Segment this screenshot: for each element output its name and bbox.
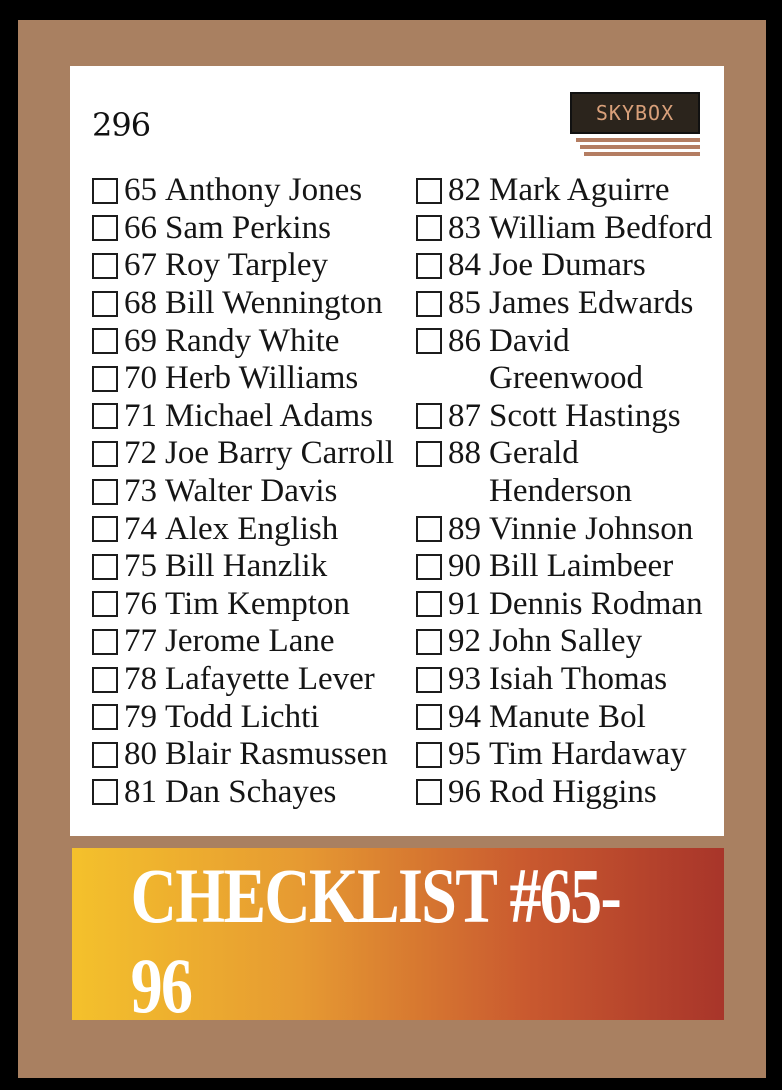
player-name: Michael Adams	[165, 397, 374, 434]
checkbox-icon[interactable]	[92, 704, 118, 730]
checkbox-icon[interactable]	[92, 441, 118, 467]
checkbox-icon[interactable]	[92, 479, 118, 505]
card-num: 92	[448, 623, 481, 660]
player-name: Mark Aguirre	[489, 172, 670, 209]
checkbox-icon[interactable]	[416, 178, 442, 204]
checkbox-icon[interactable]	[92, 291, 118, 317]
player-name: Rod Higgins	[489, 773, 657, 810]
player-name: Sam Perkins	[165, 209, 331, 246]
player-name: Herb Williams	[165, 360, 359, 397]
player-name: Scott Hastings	[489, 397, 681, 434]
player-name: Jerome Lane	[165, 623, 335, 660]
player-name: James Edwards	[489, 285, 694, 322]
player-name: Todd Lichti	[165, 698, 320, 735]
player-name: Dennis Rodman	[489, 585, 703, 622]
checkbox-icon[interactable]	[416, 704, 442, 730]
card-num: 81	[124, 773, 157, 810]
card-num: 85	[448, 285, 481, 322]
card-num: 82	[448, 172, 481, 209]
checklist-item	[92, 548, 394, 586]
checkbox-icon[interactable]	[416, 441, 442, 467]
checklist-item	[92, 210, 394, 248]
checkbox-icon[interactable]	[92, 554, 118, 580]
banner-title: CHECKLIST #65-96	[130, 852, 621, 1029]
card-num: 65	[124, 172, 157, 209]
checklist-item	[416, 435, 712, 473]
logo-text: SKYBOX	[595, 101, 675, 125]
checklist-item	[92, 322, 394, 360]
logo-stripe	[584, 152, 700, 156]
checklist-item	[416, 586, 712, 624]
card-num: 83	[448, 209, 481, 246]
card-num: 91	[448, 585, 481, 622]
card-num: 78	[124, 661, 157, 698]
player-name: Roy Tarpley	[165, 247, 328, 284]
checkbox-icon[interactable]	[92, 742, 118, 768]
checklist-left-column	[92, 172, 394, 811]
checkbox-icon[interactable]	[416, 629, 442, 655]
checkbox-icon[interactable]	[416, 403, 442, 429]
checklist-item-continued	[416, 360, 712, 398]
checklist-item	[416, 510, 712, 548]
checklist-item	[92, 247, 394, 285]
checklist-item	[416, 398, 712, 436]
card-num: 93	[448, 661, 481, 698]
checklist-item	[416, 661, 712, 699]
player-name: Joe Barry Carroll	[165, 435, 395, 472]
card-num: 68	[124, 285, 157, 322]
checkbox-icon[interactable]	[416, 667, 442, 693]
logo-stripe	[580, 145, 700, 149]
checkbox-icon[interactable]	[416, 554, 442, 580]
checkbox-icon[interactable]	[92, 215, 118, 241]
card-num: 71	[124, 397, 157, 434]
checkbox-icon[interactable]	[92, 253, 118, 279]
player-name: Bill Wennington	[165, 285, 383, 322]
player-name: Randy White	[165, 322, 340, 359]
card-num: 67	[124, 247, 157, 284]
checklist-item	[92, 698, 394, 736]
checkbox-icon[interactable]	[416, 215, 442, 241]
checkbox-icon[interactable]	[92, 403, 118, 429]
checklist-item	[92, 661, 394, 699]
card-number: 296	[92, 106, 151, 144]
checklist-item	[92, 435, 394, 473]
card-num: 95	[448, 736, 481, 773]
checklist-item	[416, 172, 712, 210]
player-name-continued: Greenwood	[489, 360, 643, 397]
player-name: Alex English	[165, 510, 339, 547]
player-name: Walter Davis	[165, 473, 338, 510]
player-name: Isiah Thomas	[489, 661, 668, 698]
card-num: 90	[448, 548, 481, 585]
checklist-item	[92, 586, 394, 624]
checkbox-icon[interactable]	[416, 253, 442, 279]
player-name: Dan Schayes	[165, 773, 337, 810]
checklist-item	[92, 398, 394, 436]
player-name: John Salley	[489, 623, 643, 660]
checklist-item-continued	[416, 473, 712, 511]
logo-stripe	[576, 138, 700, 142]
checkbox-icon[interactable]	[92, 328, 118, 354]
player-name: Joe Dumars	[489, 247, 646, 284]
card-num: 87	[448, 397, 481, 434]
checklist-item	[416, 698, 712, 736]
checklist-item	[92, 510, 394, 548]
skybox-logo	[570, 92, 700, 160]
checklist-item	[92, 623, 394, 661]
card-num: 79	[124, 698, 157, 735]
checkbox-icon[interactable]	[416, 779, 442, 805]
card-num: 84	[448, 247, 481, 284]
card-num: 94	[448, 698, 481, 735]
checklist-item	[416, 322, 712, 360]
card-num: 70	[124, 360, 157, 397]
checkbox-icon[interactable]	[416, 591, 442, 617]
player-name: Bill Laimbeer	[489, 548, 674, 585]
player-name: Tim Kempton	[165, 585, 350, 622]
card-num: 76	[124, 585, 157, 622]
card-num: 86	[448, 322, 481, 359]
player-name: Manute Bol	[489, 698, 646, 735]
card-num: 66	[124, 209, 157, 246]
checkbox-icon[interactable]	[416, 291, 442, 317]
checklist-item	[92, 172, 394, 210]
checklist-item	[92, 285, 394, 323]
player-name: Gerald	[489, 435, 579, 472]
card-num: 72	[124, 435, 157, 472]
card-num: 96	[448, 773, 481, 810]
logo-badge	[570, 92, 700, 134]
checkbox-icon[interactable]	[416, 516, 442, 542]
checklist-item	[92, 473, 394, 511]
checklist-item	[416, 548, 712, 586]
card-num: 77	[124, 623, 157, 660]
card-num: 80	[124, 736, 157, 773]
checkbox-icon[interactable]	[92, 366, 118, 392]
player-name: William Bedford	[489, 209, 713, 246]
checklist-item	[416, 736, 712, 774]
checkbox-icon[interactable]	[92, 667, 118, 693]
checkbox-icon[interactable]	[92, 178, 118, 204]
checkbox-icon[interactable]	[92, 779, 118, 805]
checkbox-icon[interactable]	[92, 629, 118, 655]
card-num: 88	[448, 435, 481, 472]
checklist-item	[92, 736, 394, 774]
checkbox-icon[interactable]	[416, 742, 442, 768]
checklist-item	[416, 623, 712, 661]
player-name: Bill Hanzlik	[165, 548, 328, 585]
player-name: Anthony Jones	[165, 172, 363, 209]
player-name: Tim Hardaway	[489, 736, 687, 773]
player-name: Vinnie Johnson	[489, 510, 694, 547]
card-num: 74	[124, 510, 157, 547]
player-name-continued: Henderson	[489, 473, 632, 510]
card-num: 89	[448, 510, 481, 547]
checklist-item	[92, 360, 394, 398]
checklist-right-column	[416, 172, 712, 811]
checklist-item	[416, 210, 712, 248]
card-num: 75	[124, 548, 157, 585]
checkbox-icon[interactable]	[92, 516, 118, 542]
indent-spacer	[416, 366, 442, 392]
title-banner	[72, 848, 724, 1029]
checkbox-icon[interactable]	[416, 328, 442, 354]
checkbox-icon[interactable]	[92, 591, 118, 617]
player-name: Lafayette Lever	[165, 661, 375, 698]
player-name: Blair Rasmussen	[165, 736, 388, 773]
card-num: 73	[124, 473, 157, 510]
checklist-item	[92, 774, 394, 812]
indent-spacer	[416, 479, 442, 505]
checklist-item	[416, 247, 712, 285]
player-name: David	[489, 322, 570, 359]
card-num: 69	[124, 322, 157, 359]
checklist-item	[416, 774, 712, 812]
checklist-item	[416, 285, 712, 323]
